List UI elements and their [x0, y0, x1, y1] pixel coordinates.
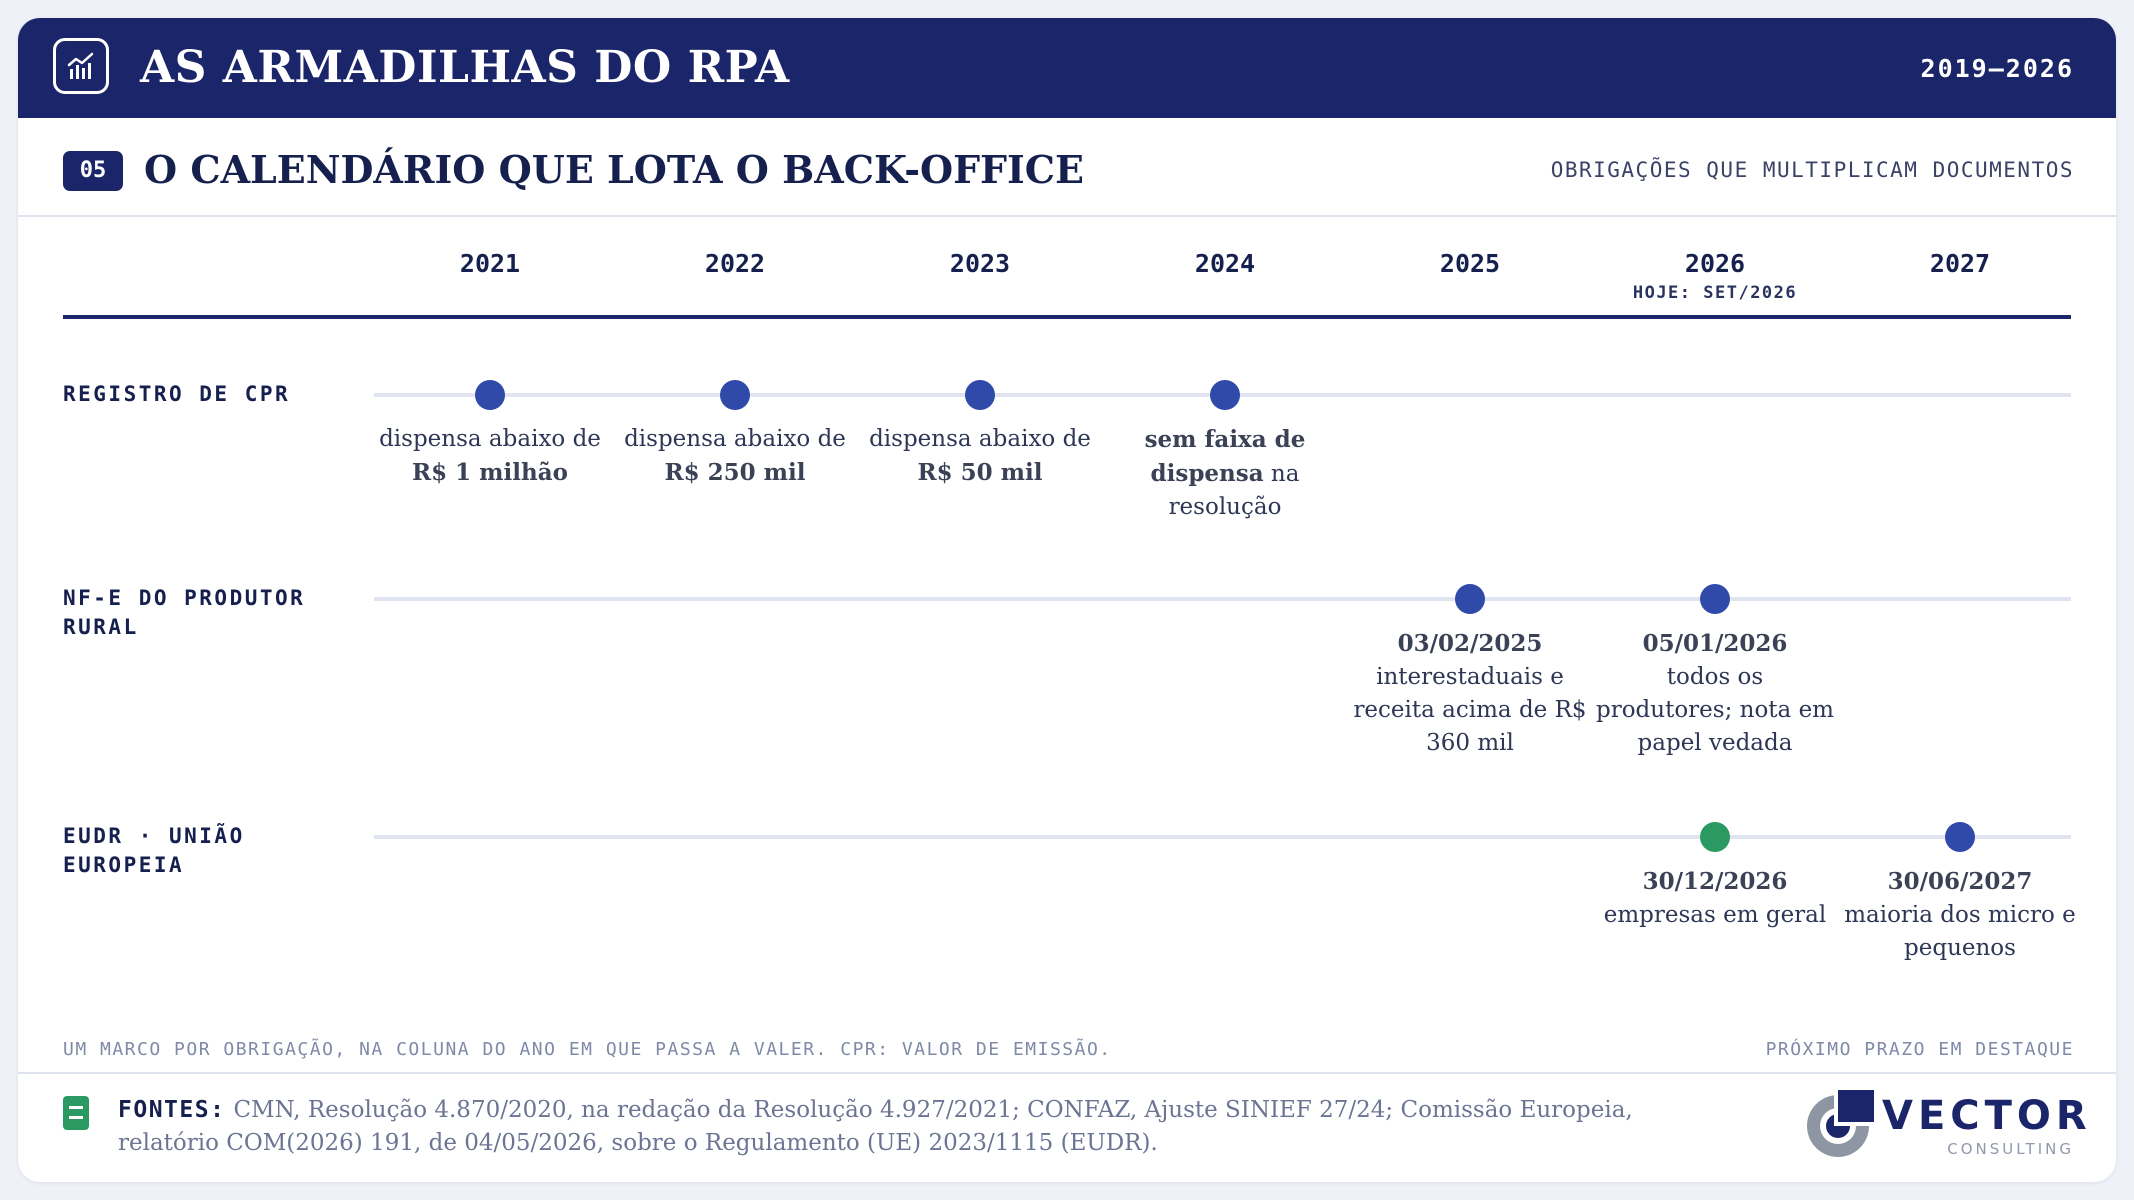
event-dot: [1455, 584, 1485, 614]
section-title: O CALENDÁRIO QUE LOTA O BACK-OFFICE: [144, 147, 1085, 192]
event-date: 03/02/2025: [1397, 630, 1543, 657]
event-desc: empresas em geral: [1603, 902, 1827, 928]
logo-subword: CONSULTING: [1947, 1140, 2074, 1158]
footnote-left: UM MARCO POR OBRIGAÇÃO, NA COLUNA DO ANO EM QUE PASSA A VALER. CPR: VALOR DE EMISSÃO.: [63, 1039, 1112, 1060]
event-date: 05/01/2026: [1642, 630, 1788, 657]
row-label-0: REGISTRO DE CPR: [63, 382, 291, 406]
row-label-2: EUDR · UNIÃO EUROPEIA: [63, 824, 245, 877]
event-desc: dispensa abaixo de: [624, 426, 846, 452]
footer-divider: [18, 1072, 2116, 1074]
event-dot: [475, 380, 505, 410]
vector-logo: [1804, 1088, 2092, 1168]
event-highlight-text: sem faixa de dispensa: [1144, 426, 1306, 487]
timeline-axis: [63, 315, 2071, 319]
event-desc: dispensa abaixo de: [379, 426, 601, 452]
section-subtitle: OBRIGAÇÕES QUE MULTIPLICAM DOCUMENTOS: [1550, 158, 2074, 182]
event-threshold: R$ 50 mil: [917, 459, 1043, 486]
event-text: [1105, 423, 1345, 524]
event-text: [860, 423, 1100, 490]
header-year-range: 2019–2026: [1920, 54, 2074, 83]
event-desc: maioria dos micro e pequenos: [1844, 902, 2076, 961]
row-label-1: NF-E DO PRODUTOR RURAL: [63, 586, 306, 639]
event-text: [1595, 865, 1835, 932]
sources-label: FONTES:: [118, 1097, 226, 1123]
sources-text: [118, 1094, 1708, 1160]
row-track-2: [374, 835, 2071, 839]
event-dot: [965, 380, 995, 410]
event-dot: [1210, 380, 1240, 410]
event-desc: na resolução: [1168, 461, 1300, 520]
event-text: [1350, 627, 1590, 760]
logo-mark-icon: [1804, 1090, 1874, 1160]
header-bar: [18, 18, 2116, 118]
sources-body: CMN, Resolução 4.870/2020, na redação da Resolução 4.927/2021; CONFAZ, Ajuste SINIEF 27/24; Comissão Europeia, relatório COM(2026) 191, de 04/05/2026, sobre o Regulamento (UE) 2023/1115 (EUDR).: [118, 1097, 1633, 1156]
sources-icon: [63, 1096, 89, 1130]
year-label-2025: 2025: [1439, 249, 1501, 278]
event-date: 30/06/2027: [1887, 868, 2033, 895]
event-dot: [1700, 584, 1730, 614]
section-divider: [18, 215, 2116, 217]
year-label-2026: 2026: [1684, 249, 1746, 278]
event-desc: interestaduais e receita acima de R$ 360 mil: [1353, 664, 1587, 756]
event-threshold: R$ 1 milhão: [412, 459, 568, 486]
year-label-2021: 2021: [459, 249, 521, 278]
page-title: AS ARMADILHAS DO RPA: [140, 42, 790, 93]
event-desc: dispensa abaixo de: [869, 426, 1091, 452]
event-threshold: R$ 250 mil: [664, 459, 806, 486]
year-label-2027: 2027: [1929, 249, 1991, 278]
event-text: [1840, 865, 2080, 965]
event-desc: todos os produtores; nota em papel vedada: [1595, 664, 1834, 756]
event-dot: [1945, 822, 1975, 852]
logo-word: VECTOR: [1882, 1093, 2092, 1139]
today-marker-label: HOJE: SET/2026: [1632, 283, 1798, 303]
event-text: [1595, 627, 1835, 760]
footnote-right: PRÓXIMO PRAZO EM DESTAQUE: [1765, 1039, 2074, 1060]
year-label-2023: 2023: [949, 249, 1011, 278]
section-number-badge: 05: [63, 151, 123, 191]
row-track-1: [374, 597, 2071, 601]
infographic-card: [18, 18, 2116, 1182]
year-label-2024: 2024: [1194, 249, 1256, 278]
year-label-2022: 2022: [704, 249, 766, 278]
event-text: [370, 423, 610, 490]
chart-icon: [53, 38, 109, 94]
event-dot: [1700, 822, 1730, 852]
event-dot: [720, 380, 750, 410]
event-date: 30/12/2026: [1642, 868, 1788, 895]
event-text: [615, 423, 855, 490]
